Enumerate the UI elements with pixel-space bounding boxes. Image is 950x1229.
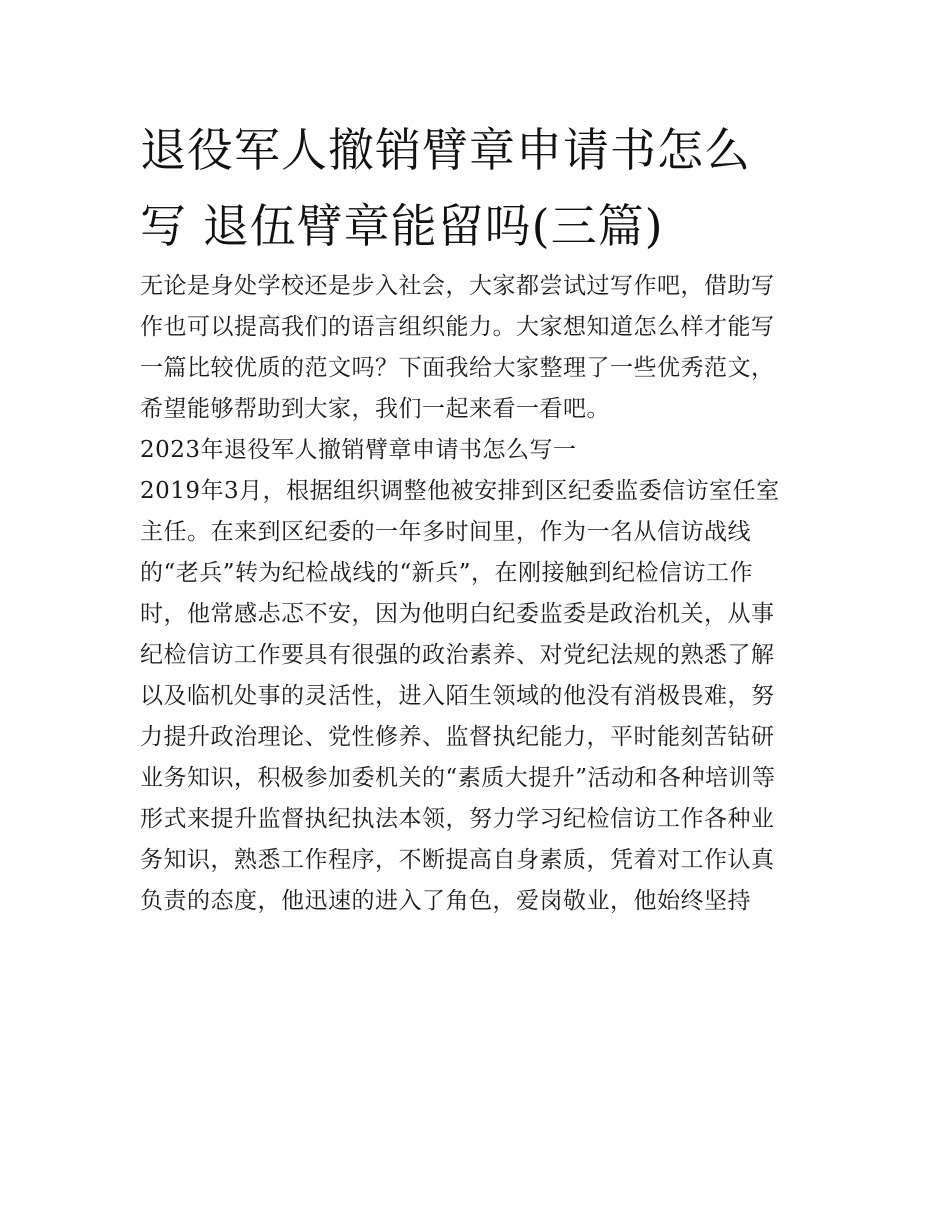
text-line: 负责的态度，他迅速的进入了角色，爱岗敬业，他始终坚持 — [140, 888, 751, 914]
text-line: 以及临机处事的灵活性，进入陌生领域的他没有消极畏难，努 — [140, 683, 775, 709]
text-line: 务知识，熟悉工作程序，不断提高自身素质，凭着对工作认真 — [140, 847, 775, 873]
text-line: 希望能够帮助到大家，我们一起来看一看吧。 — [140, 396, 610, 422]
text-line: 形式来提升监督执纪执法本领，努力学习纪检信访工作各种业 — [140, 806, 775, 832]
document-title — [140, 112, 820, 264]
text-line: 纪检信访工作要具有很强的政治素养、对党纪法规的熟悉了解 — [140, 642, 775, 668]
text-line: 的“老兵”转为纪检战线的“新兵”，在刚接触到纪检信访工作 — [140, 560, 754, 586]
text-line: 主任。在来到区纪委的一年多时间里，作为一名从信访战线 — [140, 519, 751, 545]
text-line: 时，他常感忐忑不安，因为他明白纪委监委是政治机关，从事 — [140, 601, 775, 627]
section-heading-text: 2023年退役军人撤销臂章申请书怎么写一 — [140, 437, 577, 463]
body-paragraph — [140, 471, 820, 922]
text-line: 无论是身处学校还是步入社会，大家都尝试过写作吧，借助写 — [140, 273, 775, 299]
text-line: 2019年3月，根据组织调整他被安排到区纪委监委信访室任室 — [140, 478, 780, 504]
text-line: 力提升政治理论、党性修养、监督执纪能力，平时能刻苦钻研 — [140, 724, 775, 750]
text-line: 一篇比较优质的范文吗？下面我给大家整理了一些优秀范文， — [140, 355, 775, 381]
intro-paragraph — [140, 266, 820, 430]
document-content — [140, 112, 820, 922]
section-heading — [140, 430, 820, 471]
text-line: 业务知识，积极参加委机关的“素质大提升”活动和各种培训等 — [140, 765, 776, 791]
text-line: 作也可以提高我们的语言组织能力。大家想知道怎么样才能写 — [140, 314, 775, 340]
title-line: 退役军人撤销臂章申请书怎么 — [140, 123, 751, 177]
title-line: 写 退伍臂章能留吗(三篇) — [140, 199, 664, 253]
